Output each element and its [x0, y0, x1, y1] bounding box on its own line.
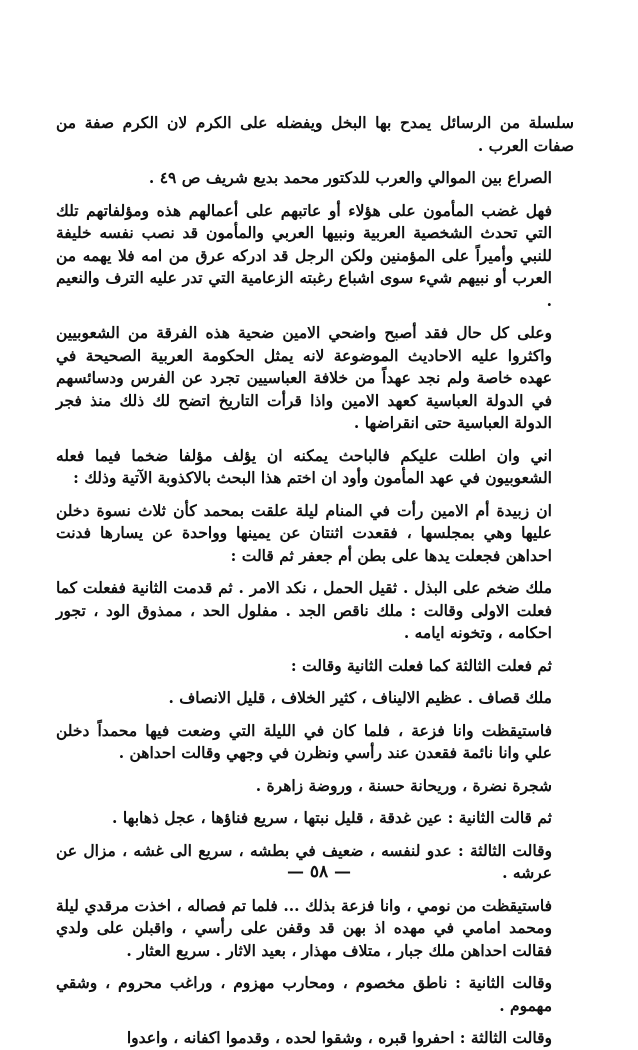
paragraph-12: ثم قالت الثانية : عين غدقة ، قليل نبتها ، سريع فناؤها ، عجل ذهابها .: [112, 808, 552, 827]
paragraph-9: ملك قصاف . عظيم الاليناف ، كثير الخلاف ، قليل الانصاف .: [168, 688, 552, 707]
paragraph-10: فاستيقظت وانا فزعة ، فلما كان في الليلة التي وضعت فيها محمداً دخلن علي وانا نائمة فقعدن عند رأسي ونظرن في وجهي وقالت احداهن .: [56, 720, 552, 762]
paragraph-13: وقالت الثالثة : عدو لنفسه ، ضعيف في بطشه ، سريع الى غشه ، مزال عن عرشه .: [56, 840, 552, 882]
page-number: [0, 862, 638, 882]
paragraph-1: سلسلة من الرسائل يمدح بها البخل ويفضله على الكرم لان الكرم صفة من صفات العرب .: [56, 113, 574, 155]
paragraph-6: ان زبيدة أم الامين رأت في المنام ليلة علقت بمحمد كأن ثلاث نسوة دخلن عليها وهي بمجلسها ، فقعدت اثنتان عن يمينها وواحدة عن يسارها فدنت احداهن فجعلت يدها على بطن أم جعفر ثم قالت :: [56, 500, 552, 565]
paragraph-8: ثم فعلت الثالثة كما فعلت الثانية وقالت :: [290, 655, 552, 675]
paragraph-14: فاستيقظت من نومي ، وانا فزعة بذلك ... فلما تم فصاله ، اخذت مرقدي ليلة ومحمد امامي في مهده اذ بهن قد وقفن على رأسي ، واقبلن على ولدي فقالت احداهن ملك جبار ، متلاف مهذار ، بعيد الاثار . سريع العثار .: [56, 895, 552, 960]
paragraph-4: وعلى كل حال فقد أصبح واضحي الامين ضحية هذه الفرقة من الشعوبيين واكثروا عليه الاحاديث الموضوعة لانه يمثل الحكومة العربية الصحيحة في عهده خاصة ولم نجد عهداً من خلافة العباسيين تجرد عن الفرس ودسائسهم في الدولة العباسية كعهد الامين واذا قرأت التاريخ اتضح لك ذلك منذ فجر الدولة العباسية حتى انقراضها .: [56, 323, 552, 432]
paragraph-11: شجرة نضرة ، وريحانة حسنة ، وروضة زاهرة .: [255, 775, 552, 795]
paragraph-15: وقالت الثانية : ناطق مخصوم ، ومحارب مهزوم ، وراغب محروم ، وشقي مهموم .: [56, 973, 552, 1015]
paragraph-3: فهل غضب المأمون على هؤلاء أو عاتبهم على أعمالهم هذه ومؤلفاتهم تلك التي تحدث الشخصية العربية ونبيها العربي والمأمون قد نصب نفسه خليفة للنبي وأميراً على المؤمنين ولكن الرجل قد ادركه عرق من امه فلا يهمه من العرب أو نبيهم شيء سوى اشباع رغبته الزعامية التي تدر عليه الترف والنعيم .: [56, 200, 552, 310]
paragraph-16: وقالت الثالثة : احفروا قبره ، وشقوا لحده ، وقدموا اكفانه ، واعدوا: [126, 1028, 552, 1047]
page-number-text: — ٥٨ —: [281, 862, 357, 882]
paragraph-7: ملك ضخم على البذل . ثقيل الحمل ، نكد الامر . ثم قدمت الثانية ففعلت كما فعلت الاولى وقالت : ملك ناقص الجد . مفلول الحد ، ممذوق الود ، تجور احكامه ، وتخونه ايامه .: [56, 578, 552, 642]
paragraph-citation: الصراع بين الموالي والعرب للدكتور محمد بديع شريف ص ٤٩ .: [148, 168, 552, 187]
paragraph-5: اني وان اطلت عليكم فالباحث يمكنه ان يؤلف مؤلفا ضخما فيما فعله الشعوبيون في عهد المأمون وأود ان اختم هذا البحث بالاكذوبة الآتية وذلك :: [56, 445, 552, 487]
